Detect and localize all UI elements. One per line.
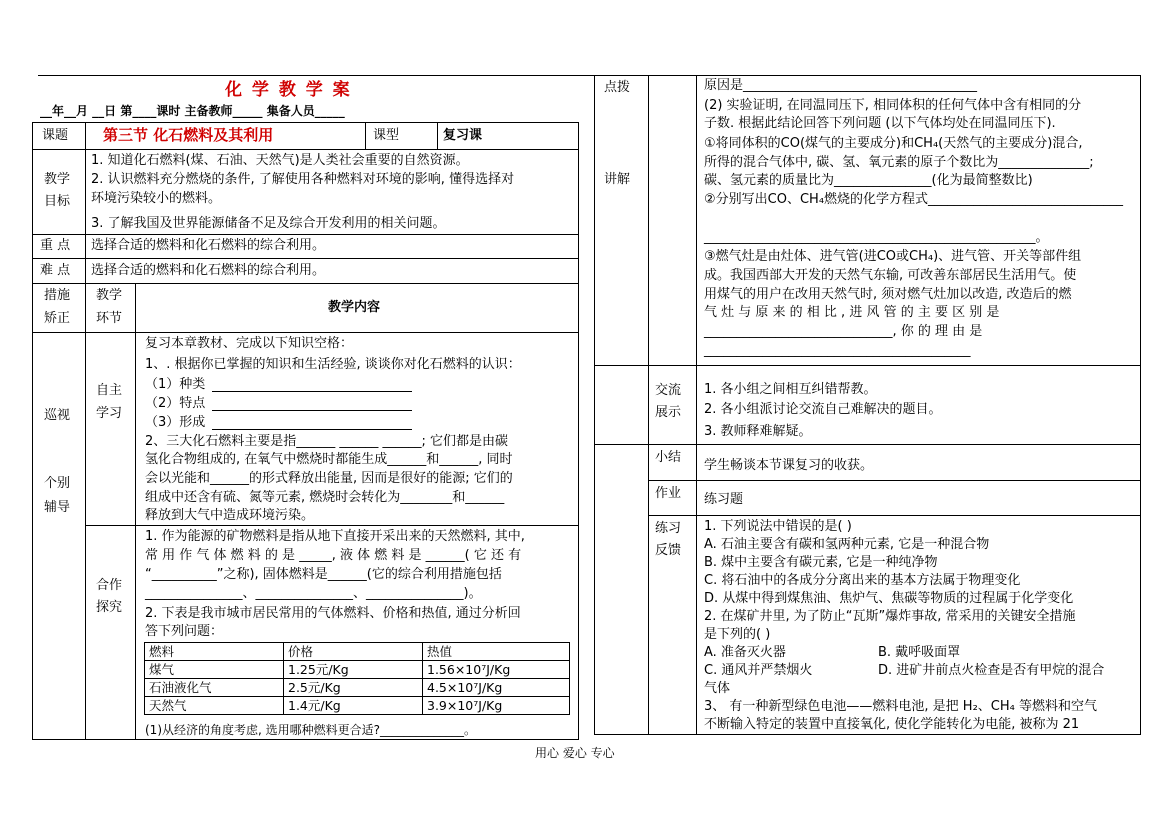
topic-value: 第三节 化石燃料及其利用: [103, 126, 274, 144]
page-footer: 用心 爱心 专心: [535, 746, 615, 760]
guide-line: ③燃气灶是由灶体、进气管(进CO或CH₄)、进气管、开关等部件组: [704, 249, 1082, 264]
difficult-label: 难 点: [40, 263, 71, 278]
exchange-line: 1. 各小组之间相互纠错帮教。: [704, 382, 877, 397]
guide-line: 成。我国西部大开发的天然气东输, 可改善东部居民生活用气。使: [704, 268, 1077, 283]
self-study-line: 氢化合物组成的, 在氧气中燃烧时都能生成______和______, 同时: [145, 452, 513, 467]
guide-line: 碳、氢元素的质量比为_______________(化为最简整数比): [704, 173, 1033, 188]
guide-line: _____________________________, 你 的 理 由 是: [704, 324, 983, 339]
content-header: 教学内容: [328, 300, 381, 315]
summary-label: 小结: [655, 450, 682, 465]
exchange-label-2: 展示: [655, 405, 682, 420]
homework-text: 练习题: [704, 492, 744, 507]
table-cell: 2.5元/Kg: [284, 679, 423, 697]
guide-line: (2) 实验证明, 在同温同压下, 相同体积的任何气体中含有相同的分: [704, 98, 1082, 113]
guide-line: ①将同体积的CO(煤气的主要成分)和CH₄(天然气的主要成分)混合,: [704, 136, 1083, 151]
table-row: [145, 697, 570, 715]
coop-line: _______________、_______________、_______________)。: [145, 586, 482, 601]
self-study-line: （2）特点: [145, 396, 206, 411]
practice-line: D. 从煤中得到煤焦油、焦炉气、焦碳等物质的过程属于化学变化: [704, 591, 1074, 606]
homework-label: 作业: [655, 486, 682, 501]
exchange-label-1: 交流: [655, 383, 682, 398]
practice-option-c: C. 通风并严禁烟火: [704, 663, 813, 678]
table-cell: 1.25元/Kg: [284, 661, 423, 679]
page-title: 化 学 教 学 案: [225, 80, 352, 100]
practice-line: 2. 在煤矿井里, 为了防止“瓦斯”爆炸事故, 常采用的关键安全措施: [704, 609, 1076, 624]
practice-option-d: D. 进矿井前点火检查是否有甲烷的混合: [878, 663, 1105, 678]
practice-q3-line: 不断输入特定的装置中直接氧化, 使化学能转化为电能, 被称为 21: [704, 717, 1080, 732]
guide-label-2: 讲解: [604, 172, 631, 187]
coop-question: (1)从经济的角度考虑, 选用哪种燃料更合适?______________。: [145, 723, 476, 737]
practice-line: 1. 下列说法中错误的是( ): [704, 519, 852, 534]
key-label: 重 点: [40, 238, 71, 253]
lesson-type-value: 复习课: [443, 128, 483, 143]
coop-label-1: 合作: [96, 578, 123, 593]
topic-label: 课题: [42, 128, 69, 143]
guide-line: _________________________________________: [704, 343, 971, 358]
objective-item: 3. 了解我国及世界能源储备不足及综合开发利用的相关问题。: [91, 216, 446, 231]
guide-line: 子数. 根据此结论回答下列问题 (以下气体均处在同温同压下).: [704, 116, 1056, 131]
self-study-line: 1、. 根据你已掌握的知识和生活经验, 谈谈你对化石燃料的认识：: [145, 357, 521, 372]
summary-text: 学生畅谈本节课复习的收获。: [704, 458, 874, 473]
self-study-line: （3）形成: [145, 415, 206, 430]
practice-line: C. 将石油中的各成分分离出来的基本方法属于物理变化: [704, 573, 1021, 588]
table-cell: 1.4元/Kg: [284, 697, 423, 715]
guide-line: 用煤气的用户在改用天然气时, 须对燃气灶加以改造, 改造后的燃: [704, 287, 1072, 302]
self-study-line: （1）种类: [145, 377, 206, 392]
practice-line: B. 煤中主要含有碳元素, 它是一种纯净物: [704, 555, 938, 570]
objective-item: 2. 认识燃料充分燃烧的条件, 了解使用各种燃料对环境的影响, 懂得选择对: [91, 172, 515, 187]
practice-option-a: A. 准备灭火器: [704, 645, 786, 660]
coop-line: 1. 作为能源的矿物燃料是指从地下直接开采出来的天然燃料, 其中,: [145, 529, 525, 544]
fuel-table: [144, 642, 570, 715]
table-header: 价格: [284, 643, 423, 661]
practice-line: 是下列的( ): [704, 627, 771, 642]
table-cell: 4.5×10⁷J/Kg: [423, 679, 570, 697]
side-tutor: 辅导: [44, 500, 71, 515]
practice-label-2: 反馈: [655, 543, 682, 558]
self-study-line: 组成中还含有硫、氮等元素, 燃烧时会转化为________和______: [145, 490, 505, 505]
practice-option-b: B. 戴呼吸面罩: [878, 645, 961, 660]
side-individual: 个别: [44, 476, 71, 491]
practice-option-d-cont: 气体: [704, 681, 731, 696]
table-cell: 煤气: [145, 661, 284, 679]
objective-item: 环境污染较小的燃料。: [91, 191, 222, 206]
stage-label-1: 教学: [96, 288, 123, 303]
self-study-line: 复习本章教材、完成以下知识空格：: [145, 336, 354, 351]
practice-q3-line: 3、 有一种新型绿色电池——燃料电池, 是把 H₂、CH₄ 等燃料和空气: [704, 699, 1097, 714]
guide-label-1: 点拨: [604, 80, 631, 95]
table-row: [145, 679, 570, 697]
objective-item: 1. 知道化石燃料(煤、石油、天然气)是人类社会重要的自然资源。: [91, 153, 469, 168]
measures-label-2: 矫正: [44, 311, 71, 326]
exchange-line: 2. 各小组派讨论交流自己难解决的题目。: [704, 402, 942, 417]
table-cell: 石油液化气: [145, 679, 284, 697]
stage-label-2: 环节: [96, 311, 123, 326]
coop-line: 答下列问题：: [145, 624, 224, 639]
guide-line: ②分别写出CO、CH₄燃烧的化学方程式______________________________: [704, 192, 1124, 207]
guide-line: 气 灶 与 原 来 的 相 比 , 进 风 管 的 主 要 区 别 是: [704, 305, 1000, 320]
exchange-line: 3. 教师释难解疑。: [704, 424, 812, 439]
coop-line: “__________”之称), 固体燃料是______(它的综合利用措施包括: [145, 567, 502, 582]
lesson-type-label: 课型: [373, 128, 400, 143]
guide-line: ___________________________________________________。: [704, 230, 1049, 245]
coop-label-2: 探究: [96, 600, 123, 615]
guide-line: 原因是____________________________________: [704, 78, 978, 93]
self-study-label-1: 自主: [96, 383, 123, 398]
guide-line: 所得的混合气体中, 碳、氢、氧元素的原子个数比为______________;: [704, 155, 1094, 170]
table-row: [145, 661, 570, 679]
table-header: 燃料: [145, 643, 284, 661]
key-text: 选择合适的燃料和化石燃料的综合利用。: [91, 238, 326, 253]
objectives-label-2: 目标: [44, 194, 71, 209]
table-cell: 1.56×10⁷J/Kg: [423, 661, 570, 679]
coop-line: 常 用 作 气 体 燃 料 的 是 _____, 液 体 燃 料 是 ______( 它 还 有: [145, 548, 522, 563]
self-study-label-2: 学习: [96, 406, 123, 421]
table-header-row: [145, 643, 570, 661]
coop-line: 2. 下表是我市城市居民常用的气体燃料、价格和热值, 通过分析回: [145, 606, 521, 621]
practice-line: A. 石油主要含有碳和氢两种元素, 它是一种混合物: [704, 537, 990, 552]
difficult-text: 选择合适的燃料和化石燃料的综合利用。: [91, 263, 326, 278]
side-patrol: 巡视: [44, 408, 71, 423]
objectives-label-1: 教学: [44, 172, 71, 187]
measures-label-1: 措施: [44, 288, 71, 303]
table-cell: 天然气: [145, 697, 284, 715]
self-study-line: 释放到大气中造成环境污染。: [145, 508, 315, 523]
table-header: 热值: [423, 643, 570, 661]
self-study-line: 会以光能和______的形式释放出能量, 因而是很好的能源; 它们的: [145, 471, 513, 486]
self-study-line: 2、三大化石燃料主要是指______ ______ ______; 它们都是由碳: [145, 434, 509, 449]
header-meta: __年__月 __日 第____课时 主备教师_____ 集备人员_____: [40, 104, 345, 118]
table-cell: 3.9×10⁷J/Kg: [423, 697, 570, 715]
practice-label-1: 练习: [655, 521, 682, 536]
